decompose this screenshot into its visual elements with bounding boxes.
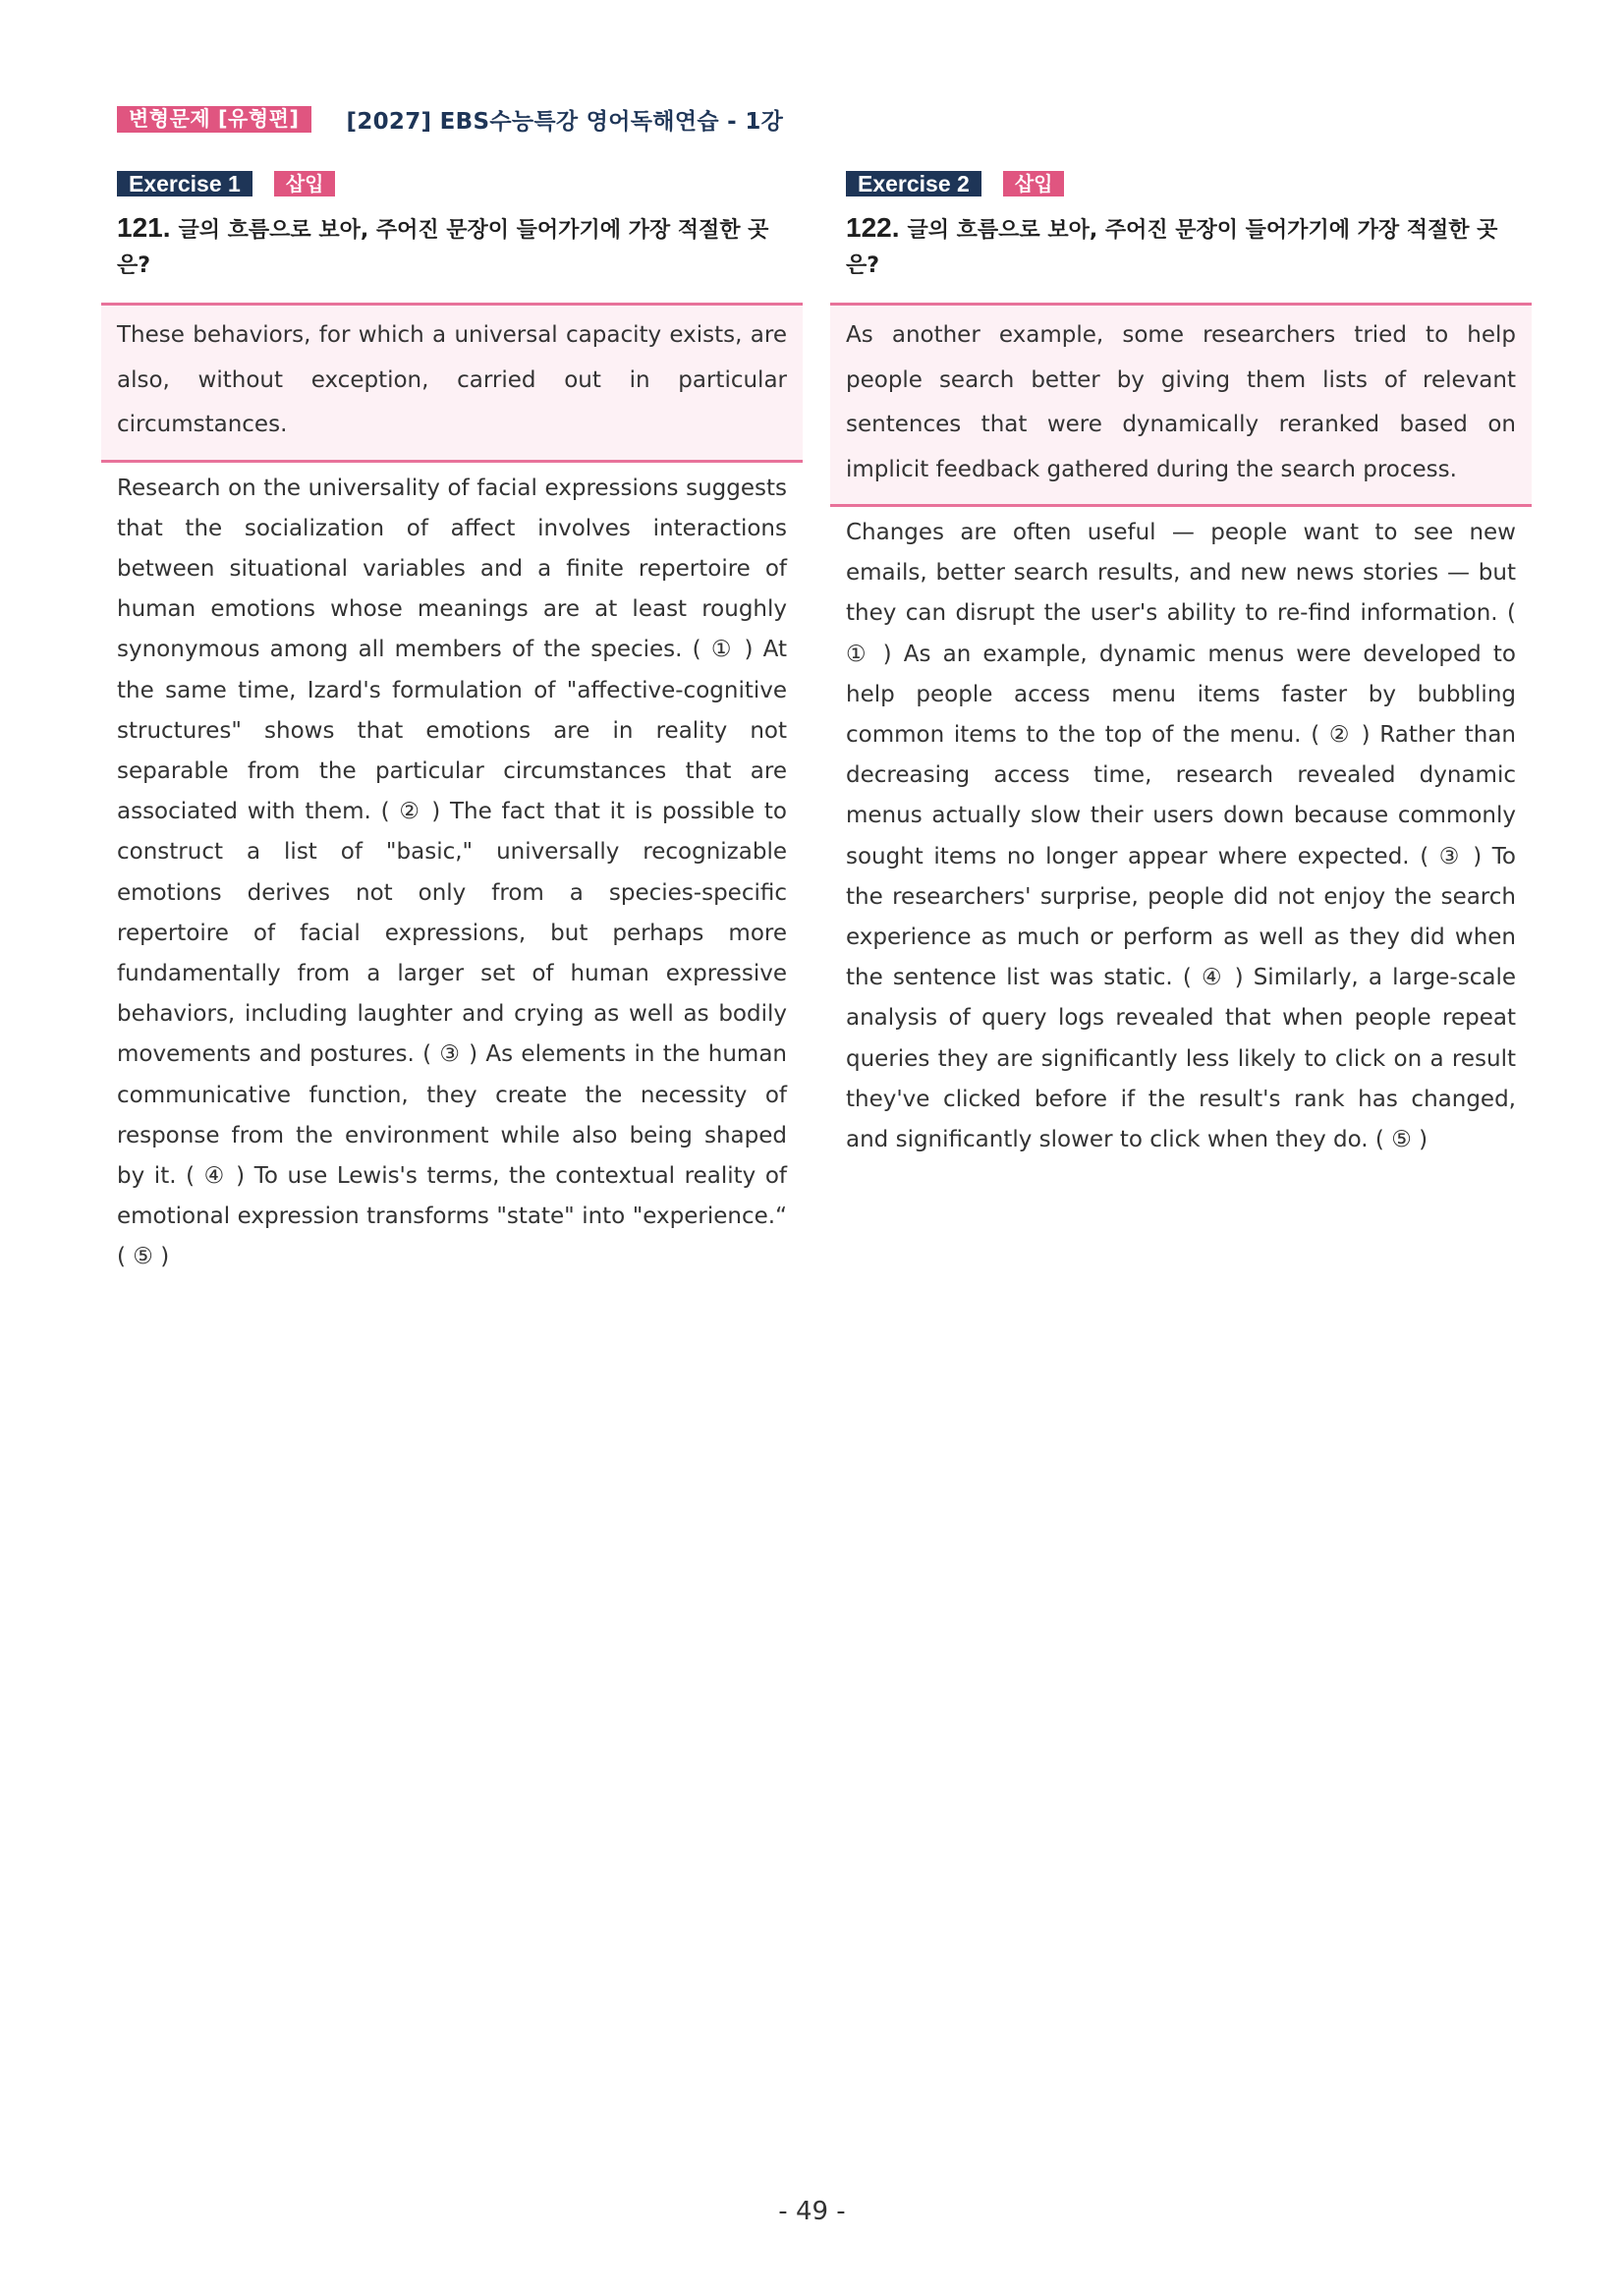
exercise-column-2: [830, 171, 1532, 1160]
passage-text: Research on the universality of facial expressions suggests that the socialization of affect involves interactions between situational variables and a finite repertoire of human emotions whose meanings are at least roughly synonymous among all members of the species. ( ① ) At the same time, Izard's formulation of "affective-cognitive structures" shows that emotions are in reality not separable from the particular circumstances that are associated with them. ( ② ) The fact that it is possible to construct a list of "basic," universally recognizable emotions derives not only from a species-specific repertoire of facial expressions, but perhaps more fundamentally from a larger set of human expressive behaviors, including laughter and crying as well as bodily movements and postures. ( ③ ) As elements in the human communicative function, they create the necessity of response from the environment while also being shaped by it. ( ④ ) To use Lewis's terms, the contextual reality of emotional expression transforms "state" into "experience.“ ( ⑤ ): [117, 475, 787, 1270]
exercise-column-1: [101, 171, 803, 1278]
question-number: 121.: [117, 212, 171, 243]
exercise-label: Exercise 2: [846, 171, 981, 196]
exercise-label: Exercise 1: [117, 171, 252, 196]
question-prompt: [830, 210, 1514, 289]
passage-text: Changes are often useful — people want to see new emails, better search results, and new news stories — but they can disrupt the user's ability to re-find information. ( ① ) As an example, dynamic menus were developed to help people access menu items faster by bubbling common items to the top of the menu. ( ② ) Rather than decreasing access time, research revealed dynamic menus actually slow their users down because commonly sought items no longer appear where expected. ( ③ ) To the researchers' surprise, people did not enjoy the search experience as much or perform as well as they did when the sentence list was static. ( ④ ) Similarly, a large-scale analysis of query logs revealed that when people repeat queries they are significantly less likely to click on a result they've clicked before if the result's rank has changed, and significantly slower to click when they do. ( ⑤ ): [846, 520, 1516, 1153]
question-text: 글의 흐름으로 보아, 주어진 문장이 들어가기에 가장 적절한 곳은?: [117, 218, 769, 278]
question-text: 글의 흐름으로 보아, 주어진 문장이 들어가기에 가장 적절한 곳은?: [846, 218, 1498, 278]
question-type-badge: 삽입: [274, 171, 336, 196]
given-sentence-box: These behaviors, for which a universal capacity exists, are also, without exception, carried out in particular circumstances.: [101, 303, 803, 463]
question-type-badge: 삽입: [1003, 171, 1065, 196]
page-header: [117, 104, 783, 134]
question-prompt: [101, 210, 785, 289]
category-badge: 변형문제 [유형편]: [117, 106, 311, 133]
exercise-header: [101, 171, 803, 196]
document-title: [2027] EBS수능특강 영어독해연습 - 1강: [346, 108, 784, 135]
question-number: 122.: [846, 212, 900, 243]
page-number: - 49 -: [778, 2197, 846, 2226]
exercise-header: [830, 171, 1532, 196]
given-sentence-box: As another example, some researchers tried to help people search better by giving them lists of relevant sentences that were dynamically reranked based on implicit feedback gathered during the search process.: [830, 303, 1532, 507]
